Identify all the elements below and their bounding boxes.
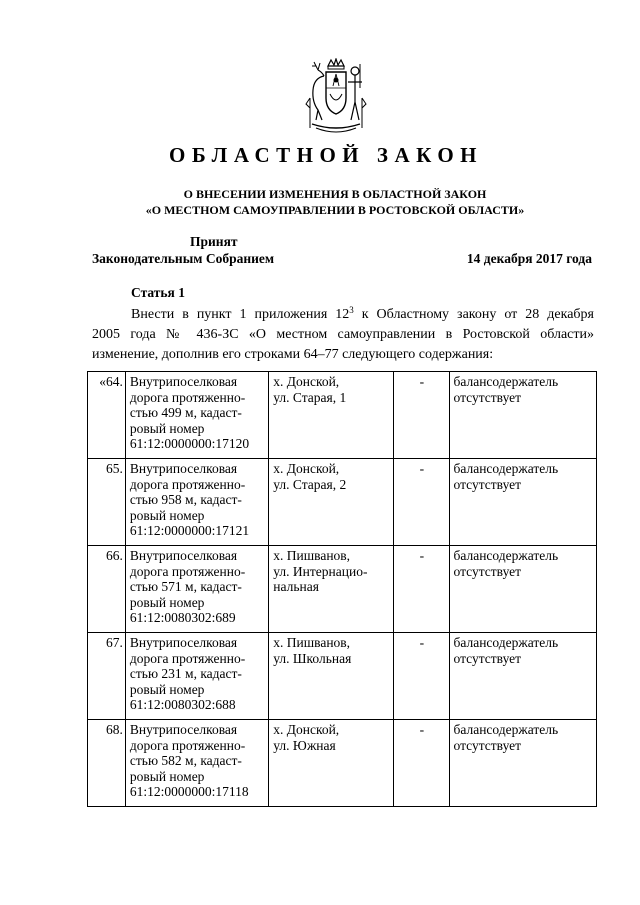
address-line: ул. Интернацио- <box>273 563 368 579</box>
address-line: х. Пишванов, <box>273 635 351 650</box>
row-number-cell <box>88 720 126 807</box>
row-number-cell <box>88 546 126 633</box>
object-name-line: стью 571 м, кадаст- <box>129 579 242 594</box>
object-name-line: ровый номер <box>129 681 205 697</box>
table-row <box>88 720 597 807</box>
owner-line: балансодержатель <box>453 722 559 737</box>
object-name-line: 61:12:0000000:17120 <box>129 436 250 451</box>
address-line: ул. Школьная <box>273 650 352 666</box>
owner-cell <box>449 372 597 459</box>
dash-cell <box>394 720 449 807</box>
object-name-line: 61:12:0080302:689 <box>129 610 236 625</box>
object-name-cell <box>125 720 268 807</box>
address-line: х. Донской, <box>273 374 340 389</box>
object-name-cell <box>125 546 268 633</box>
adoption-date: 14 декабря 2017 года <box>466 251 592 266</box>
address-line: ул. Южная <box>273 737 336 753</box>
owner-cell <box>449 720 597 807</box>
row-number-cell <box>88 372 126 459</box>
dash-value: - <box>419 461 425 476</box>
object-name-cell <box>125 633 268 720</box>
dash-cell <box>394 633 449 720</box>
object-name-line: дорога протяженно- <box>129 563 246 579</box>
row-number: 67. <box>106 635 123 650</box>
address-cell <box>269 720 394 807</box>
object-name-line: 61:12:0000000:17118 <box>129 784 249 799</box>
owner-line: балансодержатель <box>453 548 559 563</box>
article-text-line1: Внести в пункт 1 приложения $12^3$ к Областному закону от 28 декабря <box>131 305 594 322</box>
dash-value: - <box>419 548 425 563</box>
owner-line: отсутствует <box>453 737 522 753</box>
row-number-cell <box>88 459 126 546</box>
owner-line: отсутствует <box>453 476 522 492</box>
article-text <box>92 305 594 365</box>
address-line: нальная <box>273 579 319 594</box>
address-cell <box>269 372 394 459</box>
dash-cell <box>394 372 449 459</box>
object-name-line: Внутрипоселковая <box>129 548 238 563</box>
address-line: ул. Старая, 2 <box>273 476 347 492</box>
law-title: ОБЛАСТНОЙ ЗАКОН <box>168 143 483 167</box>
law-subtitle-line1: О ВНЕСЕНИИ ИЗМЕНЕНИЯ В ОБЛАСТНОЙ ЗАКОН <box>183 187 487 201</box>
rostov-coat-of-arms-icon <box>304 58 368 136</box>
address-cell <box>269 546 394 633</box>
owner-line: балансодержатель <box>453 635 559 650</box>
article-heading: Статья 1 <box>131 285 185 300</box>
dash-value: - <box>419 635 425 650</box>
object-name-line: дорога протяженно- <box>129 476 246 492</box>
object-name-line: Внутрипоселковая <box>129 374 238 389</box>
owner-line: отсутствует <box>453 563 522 579</box>
table-row <box>88 546 597 633</box>
object-name-line: ровый номер <box>129 420 205 436</box>
owner-line: отсутствует <box>453 650 522 666</box>
object-name-line: ровый номер <box>129 594 205 610</box>
owner-cell <box>449 546 597 633</box>
table-row <box>88 459 597 546</box>
object-name-line: дорога протяженно- <box>129 389 246 405</box>
object-name-line: стью 582 м, кадаст- <box>129 753 242 768</box>
address-cell <box>269 633 394 720</box>
object-name-line: ровый номер <box>129 768 205 784</box>
table-row <box>88 633 597 720</box>
owner-line: отсутствует <box>453 389 522 405</box>
object-name-cell <box>125 372 268 459</box>
row-number-cell <box>88 633 126 720</box>
object-name-line: стью 499 м, кадаст- <box>129 405 242 420</box>
law-subtitle-line2: «О МЕСТНОМ САМОУПРАВЛЕНИИ В РОСТОВСКОЙ ОБЛАСТИ» <box>145 203 525 217</box>
dash-value: - <box>419 722 425 737</box>
adopted-label: Принят <box>190 234 238 249</box>
owner-line: балансодержатель <box>453 374 559 389</box>
dash-value: - <box>419 374 425 389</box>
object-name-line: ровый номер <box>129 507 205 523</box>
owner-line: балансодержатель <box>453 461 559 476</box>
row-number: 65. <box>106 461 123 476</box>
object-name-line: дорога протяженно- <box>129 737 246 753</box>
address-line: х. Донской, <box>273 461 340 476</box>
row-number: 68. <box>106 722 123 737</box>
address-cell <box>269 459 394 546</box>
row-number: «64. <box>99 374 123 389</box>
object-name-cell <box>125 459 268 546</box>
legislative-body: Законодательным Собранием <box>92 251 275 266</box>
object-name-line: Внутрипоселковая <box>129 635 238 650</box>
dash-cell <box>394 459 449 546</box>
article-text-line2: 2005 года № 436-ЗС «О местном самоуправлении в Ростовской области» <box>92 327 594 342</box>
object-name-line: Внутрипоселковая <box>129 461 238 476</box>
owner-cell <box>449 459 597 546</box>
address-line: ул. Старая, 1 <box>273 389 347 405</box>
table-row <box>88 372 597 459</box>
article-text-line3: изменение, дополнив его строками 64–77 следующего содержания: <box>92 347 494 362</box>
object-name-line: стью 231 м, кадаст- <box>129 666 242 681</box>
owner-cell <box>449 633 597 720</box>
dash-cell <box>394 546 449 633</box>
address-line: х. Донской, <box>273 722 340 737</box>
row-number: 66. <box>106 548 123 563</box>
object-name-line: 61:12:0000000:17121 <box>129 523 250 538</box>
roads-table <box>87 371 597 807</box>
object-name-line: стью 958 м, кадаст- <box>129 492 242 507</box>
address-line: х. Пишванов, <box>273 548 351 563</box>
object-name-line: 61:12:0080302:688 <box>129 697 236 712</box>
object-name-line: Внутрипоселковая <box>129 722 238 737</box>
object-name-line: дорога протяженно- <box>129 650 246 666</box>
